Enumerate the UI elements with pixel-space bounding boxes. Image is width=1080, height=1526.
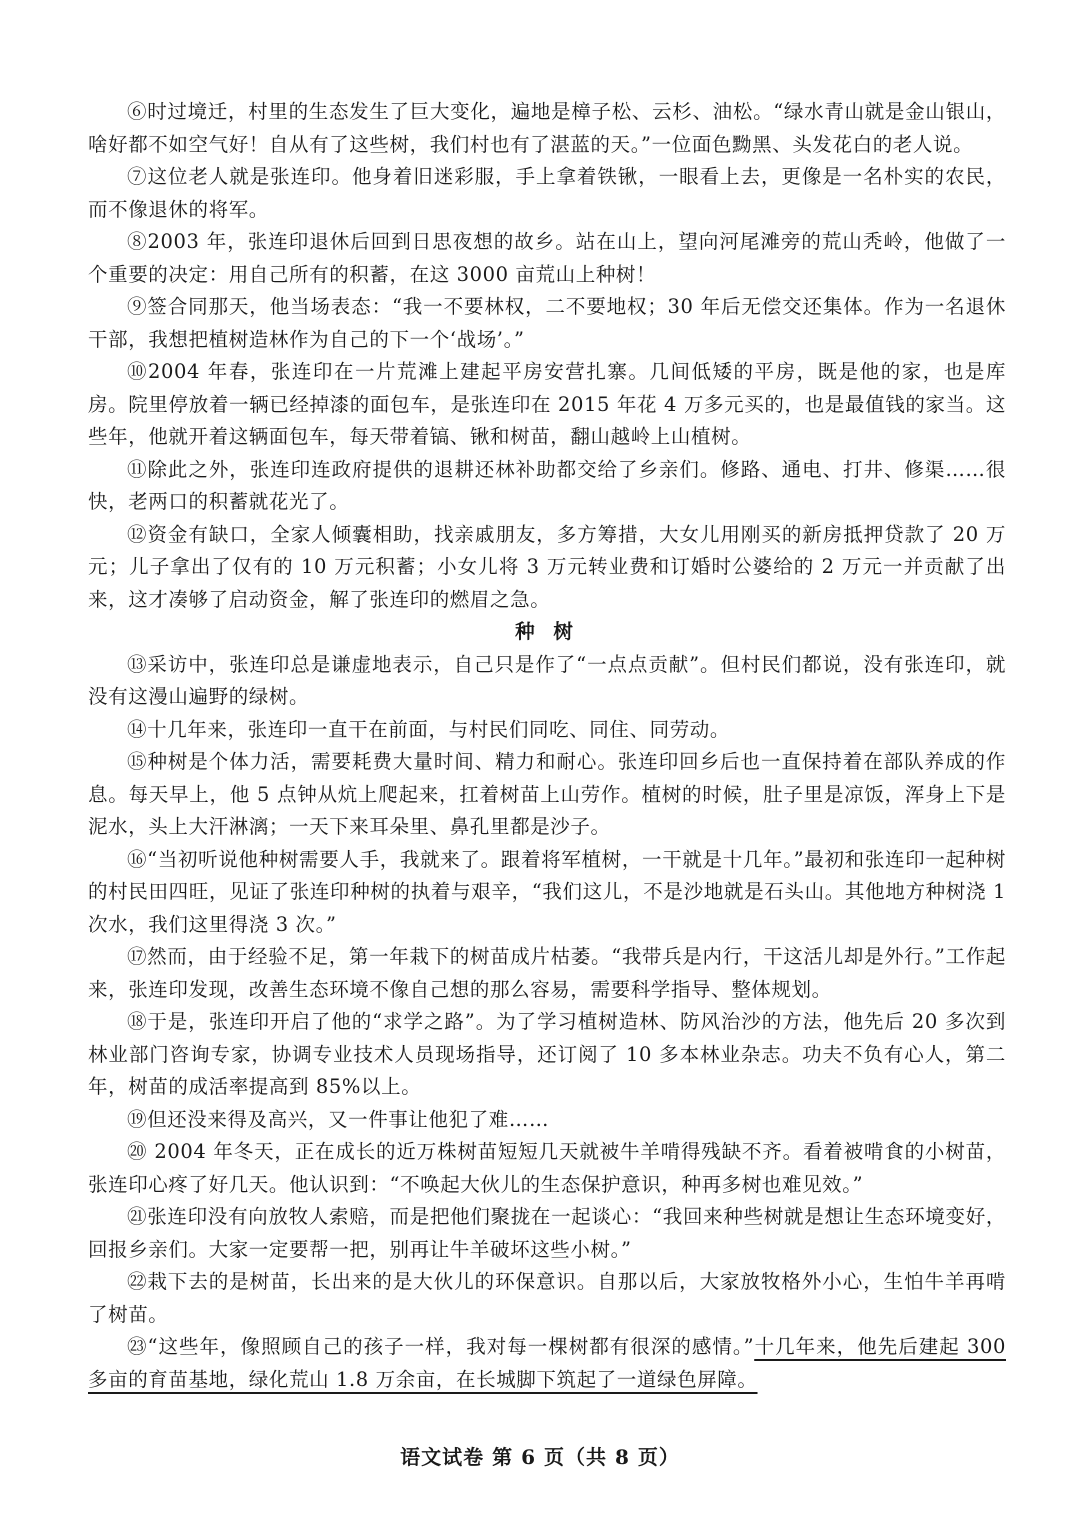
- paragraph-9: ⑨签合同那天，他当场表态：“我一不要林权，二不要地权；30 年后无偿交还集体。作为一名退休干部，我想把植树造林作为自己的下一个‘战场’。”: [88, 295, 1006, 351]
- paragraph-14: ⑭十几年来，张连印一直干在前面，与村民们同吃、同住、同劳动。: [127, 717, 731, 741]
- paragraph-13: ⑬采访中，张连印总是谦虚地表示，自己只是作了“一点点贡献”。但村民们都说，没有张连印，就没有这漫山遍野的绿树。: [88, 652, 1006, 708]
- section-heading: 种 树: [515, 620, 579, 643]
- paragraph-6: ⑥时过境迁，村里的生态发生了巨大变化，遍地是樟子松、云杉、油松。“绿水青山就是金山银山，啥好都不如空气好！自从有了这些树，我们村也有了湛蓝的天。”一位面色黝黑、头发花白的老人说。: [88, 100, 1006, 156]
- paragraph-15: ⑮种树是个体力活，需要耗费大量时间、精力和耐心。张连印回乡后也一直保持着在部队养成的作息。每天早上，他 5 点钟从炕上爬起来，扛着树苗上山劳作。植树的时候，肚子里是凉饭，浑身上下是泥水，头上大汗淋漓；一天下来耳朵里、鼻孔里都是沙子。: [88, 750, 1006, 838]
- paragraph-10: ⑩2004 年春，张连印在一片荒滩上建起平房安营扎寨。几间低矮的平房，既是他的家，也是库房。院里停放着一辆已经掉漆的面包车，是张连印在 2015 年花 4 万多元买的，也是最值钱的家当。这些年，他就开着这辆面包车，每天带着镐、锹和树苗，翻山越岭上山植树。: [88, 360, 1006, 448]
- paragraph-12: ⑫资金有缺口，全家人倾囊相助，找亲戚朋友，多方筹措，大女儿用刚买的新房抵押贷款了 20 万元；儿子拿出了仅有的 10 万元积蓄；小女儿将 3 万元转业费和订婚时公婆给的 2 万元一并贡献了出来，这才凑够了启动资金，解了张连印的燃眉之急。: [88, 522, 1006, 611]
- paragraph-21: ㉑张连印没有向放牧人索赔，而是把他们聚拢在一起谈心：“我回来种些树就是想让生态环境变好，回报乡亲们。大家一定要帮一把，别再让牛羊破坏这些小树。”: [88, 1205, 1006, 1261]
- page-footer: 语文试卷 第 6 页（共 8 页）: [400, 1445, 680, 1469]
- paragraph-22: ㉒栽下去的是树苗，长出来的是大伙儿的环保意识。自那以后，大家放牧格外小心，生怕牛羊再啃了树苗。: [88, 1270, 1006, 1326]
- paragraph-23: [88, 1331, 1006, 1396]
- paragraph-19: ⑲但还没来得及高兴，又一件事让他犯了难……: [127, 1107, 550, 1131]
- paragraph-16: ⑯“当初听说他种树需要人手，我就来了。跟着将军植树，一干就是十几年。”最初和张连印一起种树的村民田四旺，见证了张连印种树的执着与艰辛，“我们这儿，不是沙地就是石头山。其他地方种树浇 1 次水，我们这里得浇 3 次。”: [88, 847, 1006, 936]
- paragraph-11: ⑪除此之外，张连印连政府提供的退耕还林补助都交给了乡亲们。修路、通电、打井、修渠……很快，老两口的积蓄就花光了。: [88, 457, 1006, 513]
- paragraph-8: ⑧2003 年，张连印退休后回到日思夜想的故乡。站在山上，望向河尾滩旁的荒山秃岭，他做了一个重要的决定：用自己所有的积蓄，在这 3000 亩荒山上种树！: [88, 230, 1006, 286]
- paragraph-17: ⑰然而，由于经验不足，第一年栽下的树苗成片枯萎。“我带兵是内行，干这活儿却是外行。”工作起来，张连印发现，改善生态环境不像自己想的那么容易，需要科学指导、整体规划。: [88, 945, 1006, 1001]
- exam-page-body: [88, 96, 1006, 1396]
- paragraph-23-underlined-sentence: 十几年来，他先后建起 300 多亩的育苗基地，绿化荒山 1.8 万余亩，在长城脚下筑起了一道绿色屏障。: [88, 1335, 1006, 1391]
- paragraph-18: ⑱于是，张连印开启了他的“求学之路”。为了学习植树造林、防风治沙的方法，他先后 20 多次到林业部门咨询专家，协调专业技术人员现场指导，还订阅了 10 多本林业杂志。功夫不负有心人，第二年，树苗的成活率提高到 85%以上。: [88, 1010, 1006, 1098]
- paragraph-20: ⑳ 2004 年冬天，正在成长的近万株树苗短短几天就被牛羊啃得残缺不齐。看着被啃食的小树苗，张连印心疼了好几天。他认识到：“不唤起大伙儿的生态保护意识，种再多树也难见效。”: [88, 1140, 1006, 1196]
- paragraph-7: ⑦这位老人就是张连印。他身着旧迷彩服，手上拿着铁锹，一眼看上去，更像是一名朴实的农民，而不像退休的将军。: [88, 165, 1006, 221]
- paragraph-23-quote: ㉓“这些年，像照顾自己的孩子一样，我对每一棵树都有很深的感情。”: [127, 1335, 755, 1358]
